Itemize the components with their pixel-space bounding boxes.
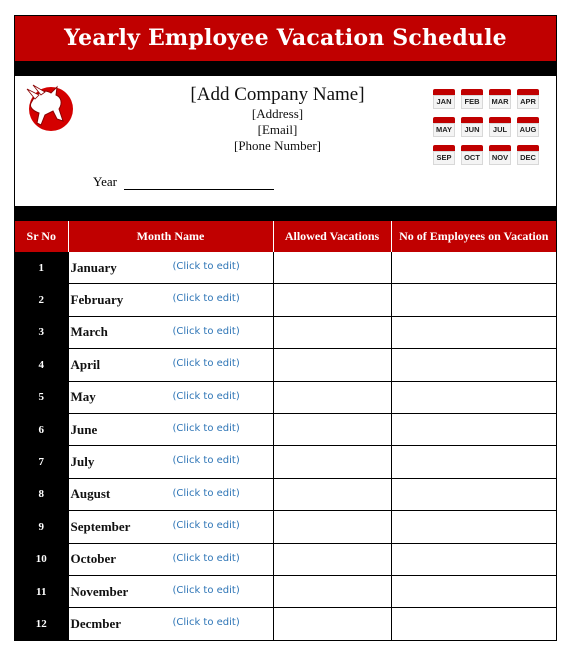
year-input-line[interactable] <box>124 177 274 190</box>
calendar-icon <box>461 145 483 165</box>
table-row <box>15 446 556 478</box>
month-cell <box>68 413 273 445</box>
employees-on-vacation-cell[interactable] <box>391 413 556 445</box>
click-to-edit-link[interactable]: (Click to edit) <box>172 261 240 272</box>
header-sr-no: Sr No <box>15 221 68 252</box>
allowed-vacations-cell[interactable] <box>273 381 391 413</box>
month-cell <box>68 446 273 478</box>
employees-on-vacation-cell[interactable] <box>391 575 556 607</box>
click-to-edit-link[interactable]: (Click to edit) <box>172 358 240 370</box>
month-name: September <box>70 518 131 534</box>
company-block <box>155 84 400 154</box>
month-cell <box>68 608 273 640</box>
sr-no-cell: 5 <box>15 381 68 413</box>
click-to-edit-link[interactable]: (Click to edit) <box>172 422 240 434</box>
allowed-vacations-cell[interactable] <box>273 543 391 575</box>
table-row <box>15 252 556 284</box>
table-header-row <box>15 221 556 252</box>
year-label: Year <box>93 174 117 189</box>
calendar-icon <box>489 145 511 165</box>
table-row <box>15 413 556 445</box>
sr-no-cell: 4 <box>15 349 68 381</box>
calendar-icon <box>461 117 483 137</box>
month-name: November <box>70 583 129 599</box>
page-title: Yearly Employee Vacation Schedule <box>15 16 556 61</box>
employees-on-vacation-cell[interactable] <box>391 316 556 348</box>
month-name: April <box>70 356 101 372</box>
sr-no-cell: 7 <box>15 446 68 478</box>
sr-no-cell: 3 <box>15 316 68 348</box>
click-to-edit-link[interactable]: (Click to edit) <box>172 325 240 337</box>
click-to-edit-link[interactable]: (Click to edit) <box>172 552 240 564</box>
company-info-section <box>15 76 556 206</box>
employees-on-vacation-cell[interactable] <box>391 252 556 284</box>
table-row <box>15 608 556 640</box>
month-cell <box>68 511 273 543</box>
click-to-edit-link[interactable]: (Click to edit) <box>172 293 240 305</box>
month-name: May <box>70 389 96 405</box>
sr-no-cell: 10 <box>15 543 68 575</box>
calendar-icon <box>461 89 483 109</box>
header-employees-on-vacation: No of Employees on Vacation <box>391 221 556 252</box>
month-name: March <box>70 324 108 340</box>
table-row <box>15 349 556 381</box>
divider-strip <box>15 61 556 76</box>
company-address[interactable]: [Address] <box>251 106 304 121</box>
allowed-vacations-cell[interactable] <box>273 252 391 284</box>
month-name: October <box>70 551 116 567</box>
allowed-vacations-cell[interactable] <box>273 446 391 478</box>
allowed-vacations-cell[interactable] <box>273 575 391 607</box>
sr-no-cell: 9 <box>15 511 68 543</box>
vacation-table <box>15 221 556 640</box>
employees-on-vacation-cell[interactable] <box>391 284 556 316</box>
month-cell <box>68 478 273 510</box>
calendar-icon <box>433 89 455 109</box>
sr-no-cell: 11 <box>15 575 68 607</box>
click-to-edit-link[interactable]: (Click to edit) <box>172 584 240 596</box>
header-month-name: Month Name <box>68 221 273 252</box>
employees-on-vacation-cell[interactable] <box>391 608 556 640</box>
table-row <box>15 511 556 543</box>
allowed-vacations-cell[interactable] <box>273 608 391 640</box>
calendar-icon <box>517 145 539 165</box>
month-name: February <box>70 292 124 308</box>
calendar-months-grid <box>433 89 539 165</box>
allowed-vacations-cell[interactable] <box>273 284 391 316</box>
month-name: January <box>70 259 117 275</box>
calendar-month-label: JUN <box>461 123 483 137</box>
click-to-edit-link[interactable]: (Click to edit) <box>172 617 240 629</box>
company-phone[interactable]: [Phone Number] <box>233 138 321 153</box>
table-row <box>15 381 556 413</box>
allowed-vacations-cell[interactable] <box>273 349 391 381</box>
calendar-icon <box>433 145 455 165</box>
calendar-month-label: MAY <box>433 123 455 137</box>
calendar-month-label: AUG <box>517 123 539 137</box>
month-cell <box>68 284 273 316</box>
sr-no-cell: 2 <box>15 284 68 316</box>
employees-on-vacation-cell[interactable] <box>391 478 556 510</box>
employees-on-vacation-cell[interactable] <box>391 381 556 413</box>
schedule-sheet <box>14 15 557 641</box>
month-cell <box>68 252 273 284</box>
pegasus-logo-icon <box>23 81 75 133</box>
month-name: June <box>70 421 98 437</box>
table-row <box>15 478 556 510</box>
month-cell <box>68 575 273 607</box>
month-name: Decmber <box>70 615 122 631</box>
allowed-vacations-cell[interactable] <box>273 478 391 510</box>
company-email[interactable]: [Email] <box>257 122 298 137</box>
calendar-month-label: JUL <box>489 123 511 137</box>
calendar-icon <box>517 117 539 137</box>
calendar-month-label: DEC <box>517 151 539 165</box>
company-name[interactable]: [Add Company Name] <box>190 84 365 105</box>
click-to-edit-link[interactable]: (Click to edit) <box>172 390 240 402</box>
month-cell <box>68 381 273 413</box>
calendar-month-label: FEB <box>461 95 483 109</box>
sr-no-cell: 6 <box>15 413 68 445</box>
sr-no-cell: 8 <box>15 478 68 510</box>
click-to-edit-link[interactable]: (Click to edit) <box>172 455 240 467</box>
divider-strip <box>15 206 556 221</box>
table-row <box>15 284 556 316</box>
click-to-edit-link[interactable]: (Click to edit) <box>172 520 240 532</box>
click-to-edit-link[interactable]: (Click to edit) <box>172 487 240 499</box>
sr-no-cell: 1 <box>15 252 68 284</box>
allowed-vacations-cell[interactable] <box>273 316 391 348</box>
header-allowed-vacations: Allowed Vacations <box>273 221 391 252</box>
month-cell <box>68 543 273 575</box>
calendar-month-label: APR <box>517 95 539 109</box>
employees-on-vacation-cell[interactable] <box>391 543 556 575</box>
sr-no-cell: 12 <box>15 608 68 640</box>
calendar-month-label: MAR <box>489 95 511 109</box>
calendar-month-label: OCT <box>461 151 483 165</box>
employees-on-vacation-cell[interactable] <box>391 349 556 381</box>
calendar-icon <box>489 117 511 137</box>
month-cell <box>68 349 273 381</box>
table-row <box>15 316 556 348</box>
table-row <box>15 543 556 575</box>
calendar-icon <box>433 117 455 137</box>
month-name: August <box>70 486 111 502</box>
calendar-icon <box>489 89 511 109</box>
allowed-vacations-cell[interactable] <box>273 413 391 445</box>
employees-on-vacation-cell[interactable] <box>391 511 556 543</box>
allowed-vacations-cell[interactable] <box>273 511 391 543</box>
calendar-month-label: SEP <box>433 151 455 165</box>
calendar-month-label: JAN <box>433 95 455 109</box>
employees-on-vacation-cell[interactable] <box>391 446 556 478</box>
year-field[interactable] <box>93 174 274 190</box>
calendar-icon <box>517 89 539 109</box>
table-row <box>15 575 556 607</box>
month-name: July <box>70 454 95 470</box>
calendar-month-label: NOV <box>489 151 511 165</box>
month-cell <box>68 316 273 348</box>
